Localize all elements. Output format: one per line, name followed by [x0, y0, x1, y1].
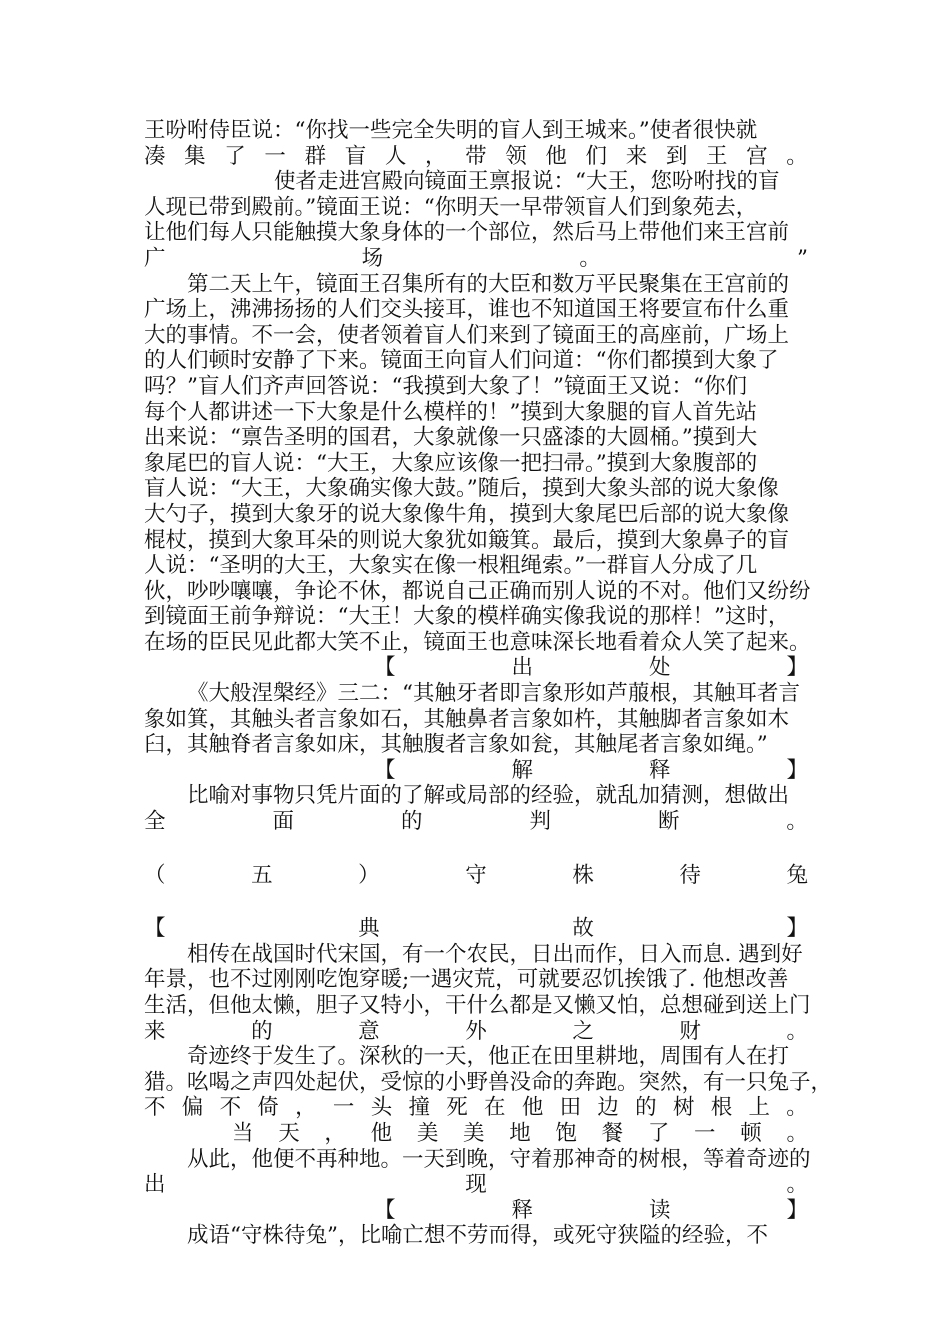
justified-char: 顿	[740, 1120, 762, 1146]
justified-char: 外	[465, 1018, 487, 1044]
justified-line	[144, 1095, 808, 1121]
header-char: 处	[648, 655, 671, 681]
justified-char: 田	[559, 1095, 582, 1121]
justified-char: 天	[278, 1120, 300, 1146]
bracket-close: 】	[786, 655, 808, 681]
justified-char: 。	[786, 143, 808, 169]
justified-char: 当	[232, 1120, 254, 1146]
justified-char: 五	[251, 862, 273, 888]
justified-char: 。	[579, 245, 601, 271]
justified-line	[144, 1121, 808, 1147]
text-line: 第二天上午，镜面王召集所有的大臣和数万平民聚集在王宫前的	[187, 271, 790, 297]
justified-char: 地	[509, 1120, 531, 1146]
justified-char: 饱	[555, 1120, 577, 1146]
text-line: 比喻对事物只凭片面的了解或局部的经验，就乱加猜测，想做出	[187, 783, 790, 809]
justified-char: 凑	[144, 143, 166, 169]
justified-char: 倚	[257, 1095, 279, 1121]
justified-char: 面	[272, 809, 294, 835]
text-line: 每个人都讲述一下大象是什么模样的！”摸到大象腿的盲人首先站	[144, 399, 757, 425]
justified-char: 一	[264, 143, 286, 169]
justified-char: 到	[665, 143, 688, 169]
spacer	[144, 835, 808, 863]
justified-char: 场	[361, 245, 384, 271]
justified-char: 现	[465, 1172, 487, 1198]
justified-char: 。	[786, 1018, 808, 1044]
justified-char: 判	[529, 809, 551, 835]
justified-char: 树	[672, 1095, 695, 1121]
text-line: 大的事情。不一会，使者领着盲人们来到了镜面王的高座前，广场上	[144, 322, 790, 348]
text-line: 棍杖，摸到大象耳朵的则说大象犹如簸箕。最后，摸到大象鼻子的盲	[144, 527, 790, 553]
text-line: 《大般涅槃经》三二：“其触牙者即言象形如芦菔根，其触耳者言	[187, 681, 800, 707]
justified-char: 上	[748, 1095, 771, 1121]
text-line: 象如箕，其触头者言象如石，其触鼻者言象如杵，其触脚者言象如木	[144, 706, 790, 732]
justified-char: 。	[786, 1120, 808, 1146]
justified-char: 一	[694, 1120, 716, 1146]
paragraph-miracle	[144, 1044, 833, 1095]
justified-char: 的	[400, 809, 423, 835]
justified-char: 财	[679, 1018, 701, 1044]
text-line: 人说：“圣明的大王，大象实在像一根粗绳索。”一群盲人分成了几	[144, 553, 758, 579]
text-line: 吗？”盲人们齐声回答说：“我摸到大象了！”镜面王又说：“你们	[144, 373, 747, 399]
section-header-reading	[144, 1198, 808, 1224]
justified-char: 守	[465, 862, 487, 888]
header-char: 释	[648, 757, 671, 783]
bracket-close: 】	[786, 1197, 808, 1223]
justified-char: 撞	[408, 1095, 430, 1121]
justified-char: 不	[219, 1095, 242, 1121]
justified-char: 来	[625, 143, 648, 169]
header-char: 读	[648, 1197, 671, 1223]
text-line: 盲人说：“大王，大象确实像大鼓。”随后，摸到大象头部的说大象像	[144, 476, 779, 502]
text-line: 年景，也不过刚刚吃饱穿暖;一遇灾荒，可就要忍饥挨饿了. 他想改善	[144, 967, 789, 993]
justified-char: ，	[424, 143, 447, 169]
justified-char: 。	[786, 809, 808, 835]
justified-line	[144, 809, 808, 835]
justified-char: 了	[647, 1120, 670, 1146]
bracket-close: 】	[786, 916, 808, 942]
bracket-open: 【	[374, 1197, 396, 1223]
text-line: 奇迹终于发生了。深秋的一天，他正在田里耕地，周围有人在打	[187, 1044, 790, 1070]
justified-char: 边	[597, 1095, 619, 1121]
justified-char: 美	[416, 1120, 439, 1146]
text-line: 大勺子，摸到大象牙的说大象像牛角，摸到大象尾巴后部的说大象像	[144, 501, 790, 527]
justified-char: 待	[679, 862, 701, 888]
justified-char: ，	[324, 1120, 346, 1146]
justified-char: 他	[521, 1095, 544, 1121]
justified-char: 美	[463, 1120, 485, 1146]
justified-line	[144, 1019, 808, 1045]
text-line: 臼，其触脊者言象如床，其触腹者言象如瓮，其触尾者言象如绳。”	[144, 732, 768, 758]
header-char: 释	[511, 1197, 533, 1223]
justified-char: （	[144, 862, 166, 888]
justified-char: 王	[705, 143, 728, 169]
header-char: 故	[572, 916, 594, 942]
text-line: 从此，他便不再种地。一天到晚，守着那神奇的树根，等着奇迹的	[187, 1146, 811, 1172]
justified-char: 。	[786, 1095, 808, 1121]
header-char: 解	[511, 757, 533, 783]
justified-line	[144, 144, 808, 170]
justified-char: 他	[370, 1120, 393, 1146]
text-line: 伙，吵吵嚷嚷，争论不休，都说自己正确而别人说的不对。他们又纷纷	[144, 578, 811, 604]
bracket-open: 【	[144, 916, 166, 942]
justified-char: 领	[505, 143, 527, 169]
text-line: 到镜面王前争辩说：“大王！大象的模样确实像我说的那样！”这时，	[144, 604, 790, 630]
justified-line	[144, 246, 808, 272]
justified-char: 群	[304, 143, 327, 169]
justified-char: 他	[545, 143, 567, 169]
justified-char: 出	[144, 1172, 166, 1198]
text-line: 使者走进宫殿向镜面王禀报说：“大王，您吩咐找的盲	[274, 169, 780, 195]
justified-char: ）	[358, 862, 380, 888]
text-line: 在场的臣民见此都大笑不止，镜面王也意味深长地看着众人笑了起来。	[144, 629, 811, 655]
text-line: 出来说：“禀告圣明的国君，大象就像一只盛漆的大圆桶。”摸到大	[144, 425, 758, 451]
justified-char: 一	[332, 1095, 355, 1121]
justified-char: ，	[295, 1095, 317, 1121]
text-line: 广场上，沸沸扬扬的人们交头接耳，谁也不知道国王将要宣布什么重	[144, 297, 790, 323]
text-line: 象尾巴的盲人说：“大王，大象应该像一把扫帚。”摸到大象腹部的	[144, 450, 758, 476]
paragraph-blind-men	[144, 271, 811, 656]
text-line: 的人们顿时安静了下来。镜面王向盲人们问道：“你们都摸到大象了	[144, 348, 779, 374]
header-char: 典	[358, 916, 380, 942]
text-line: 相传在战国时代宋国，有一个农民，日出而作，日入而息. 遇到好	[187, 941, 803, 967]
justified-char: 之	[572, 1018, 594, 1044]
text-line: 人现已带到殿前。”镜面王说：“你明天一早带领盲人们到象苑去，	[144, 194, 758, 220]
bracket-close: 】	[786, 757, 808, 783]
justified-char: 头	[370, 1095, 393, 1121]
justified-char: 人	[384, 143, 407, 169]
justified-char: 带	[465, 143, 487, 169]
text-line: 猎。吆喝之声四处起伏，受惊的小野兽没命的奔跑。突然，有一只兔子，	[144, 1069, 833, 1095]
paragraph-source	[144, 681, 808, 758]
justified-char: 了	[224, 143, 246, 169]
justified-char: 死	[446, 1095, 468, 1121]
justified-char: 兔	[786, 862, 808, 888]
section-title-shouzhudaitu	[144, 863, 808, 889]
justified-char: 盲	[344, 143, 367, 169]
justified-char: 在	[484, 1095, 506, 1121]
justified-char: 断	[657, 809, 680, 835]
justified-char: 意	[358, 1018, 380, 1044]
justified-line	[144, 1172, 808, 1198]
text-line: 生活，但他太懒，胆子又特小，干什么都是又懒又怕，总想碰到送上门	[144, 993, 811, 1018]
section-header-source	[144, 655, 808, 681]
justified-char: 的	[635, 1095, 657, 1121]
justified-char: 广	[144, 245, 166, 271]
bracket-open: 【	[374, 655, 396, 681]
text-line: 成语“守株待兔”，比喻亡想不劳而得，或死守狭隘的经验，不	[187, 1223, 768, 1249]
spacer	[144, 888, 808, 916]
justified-char: 来	[144, 1018, 166, 1044]
justified-char: 全	[144, 809, 166, 835]
text-line: 王吩咐侍臣说：“你找一些完全失明的盲人到王城来。”使者很快就	[144, 118, 758, 143]
justified-char: 偏	[181, 1095, 204, 1121]
document-page	[144, 118, 833, 1249]
justified-char: ”	[796, 245, 808, 271]
justified-char: 宫	[746, 143, 768, 169]
justified-char: 集	[184, 143, 206, 169]
justified-char: 的	[251, 1018, 273, 1044]
justified-char: 不	[144, 1095, 166, 1121]
justified-char: 们	[585, 143, 608, 169]
bracket-open: 【	[374, 757, 396, 783]
justified-char: 餐	[601, 1120, 624, 1146]
justified-char: 株	[572, 862, 594, 888]
justified-char: 。	[786, 1172, 808, 1198]
paragraph-farmer	[144, 941, 811, 1019]
justified-char: 根	[710, 1095, 733, 1121]
text-line: 让他们每人只能触摸大象身体的一个部位，然后马上带他们来王宫前	[144, 220, 790, 246]
section-header-story	[144, 916, 808, 942]
section-header-explain	[144, 758, 808, 784]
header-char: 出	[511, 655, 533, 681]
